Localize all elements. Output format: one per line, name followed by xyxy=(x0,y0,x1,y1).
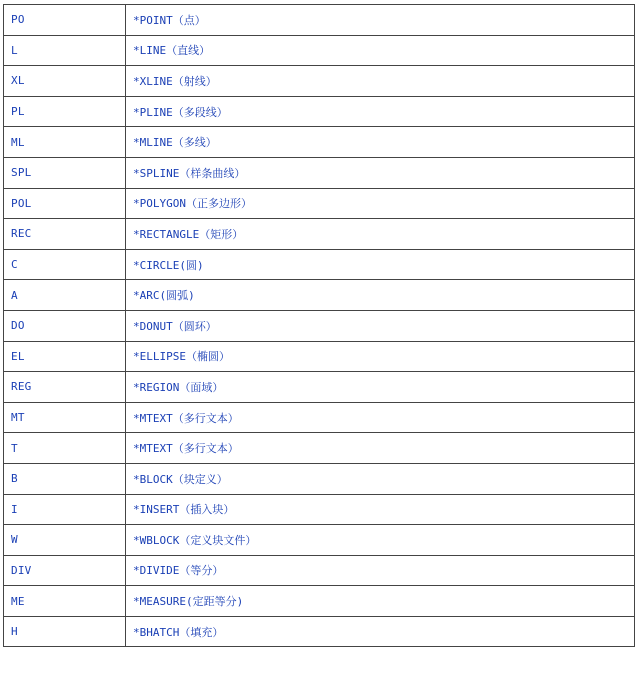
command-cell: *PLINE（多段线） xyxy=(126,96,635,127)
table-row xyxy=(4,66,635,97)
table-row xyxy=(4,157,635,188)
command-cell: *INSERT（插入块） xyxy=(126,494,635,525)
command-cell: *WBLOCK（定义块文件） xyxy=(126,525,635,556)
table-row xyxy=(4,310,635,341)
table-body xyxy=(4,5,635,647)
alias-cell: ML xyxy=(4,127,126,158)
command-cell: *ELLIPSE（椭圆） xyxy=(126,341,635,372)
table-row xyxy=(4,402,635,433)
alias-cell: MT xyxy=(4,402,126,433)
command-cell: *DIVIDE（等分） xyxy=(126,555,635,586)
command-cell: *MEASURE(定距等分) xyxy=(126,586,635,617)
table-row xyxy=(4,35,635,66)
table-row xyxy=(4,219,635,250)
alias-cell: C xyxy=(4,249,126,280)
alias-cell: DIV xyxy=(4,555,126,586)
alias-cell: EL xyxy=(4,341,126,372)
command-cell: *POINT（点） xyxy=(126,5,635,36)
command-cell: *REGION（面域） xyxy=(126,372,635,403)
command-cell: *LINE（直线） xyxy=(126,35,635,66)
table-row xyxy=(4,372,635,403)
alias-cell: T xyxy=(4,433,126,464)
alias-cell: B xyxy=(4,463,126,494)
command-alias-table xyxy=(3,4,635,647)
alias-cell: A xyxy=(4,280,126,311)
command-cell: *ARC(圆弧) xyxy=(126,280,635,311)
command-cell: *BLOCK（块定义） xyxy=(126,463,635,494)
command-cell: *MLINE（多线） xyxy=(126,127,635,158)
alias-cell: REG xyxy=(4,372,126,403)
table-row xyxy=(4,616,635,647)
table-row xyxy=(4,586,635,617)
alias-cell: DO xyxy=(4,310,126,341)
command-cell: *BHATCH（填充） xyxy=(126,616,635,647)
table-row xyxy=(4,96,635,127)
table-row xyxy=(4,188,635,219)
alias-cell: PL xyxy=(4,96,126,127)
table-row xyxy=(4,341,635,372)
command-cell: *XLINE（射线） xyxy=(126,66,635,97)
command-cell: *CIRCLE(圆) xyxy=(126,249,635,280)
table-row xyxy=(4,525,635,556)
alias-cell: I xyxy=(4,494,126,525)
alias-cell: XL xyxy=(4,66,126,97)
alias-cell: SPL xyxy=(4,157,126,188)
command-cell: *MTEXT（多行文本） xyxy=(126,402,635,433)
table-row xyxy=(4,463,635,494)
table-row xyxy=(4,555,635,586)
command-cell: *RECTANGLE（矩形） xyxy=(126,219,635,250)
alias-cell: L xyxy=(4,35,126,66)
command-cell: *DONUT（圆环） xyxy=(126,310,635,341)
alias-cell: POL xyxy=(4,188,126,219)
alias-cell: W xyxy=(4,525,126,556)
command-cell: *POLYGON（正多边形） xyxy=(126,188,635,219)
table-row xyxy=(4,494,635,525)
alias-cell: H xyxy=(4,616,126,647)
table-row xyxy=(4,5,635,36)
table-row xyxy=(4,433,635,464)
alias-cell: PO xyxy=(4,5,126,36)
table-row xyxy=(4,280,635,311)
alias-cell: REC xyxy=(4,219,126,250)
alias-cell: ME xyxy=(4,586,126,617)
table-row xyxy=(4,249,635,280)
table-row xyxy=(4,127,635,158)
command-cell: *SPLINE（样条曲线） xyxy=(126,157,635,188)
command-cell: *MTEXT（多行文本） xyxy=(126,433,635,464)
